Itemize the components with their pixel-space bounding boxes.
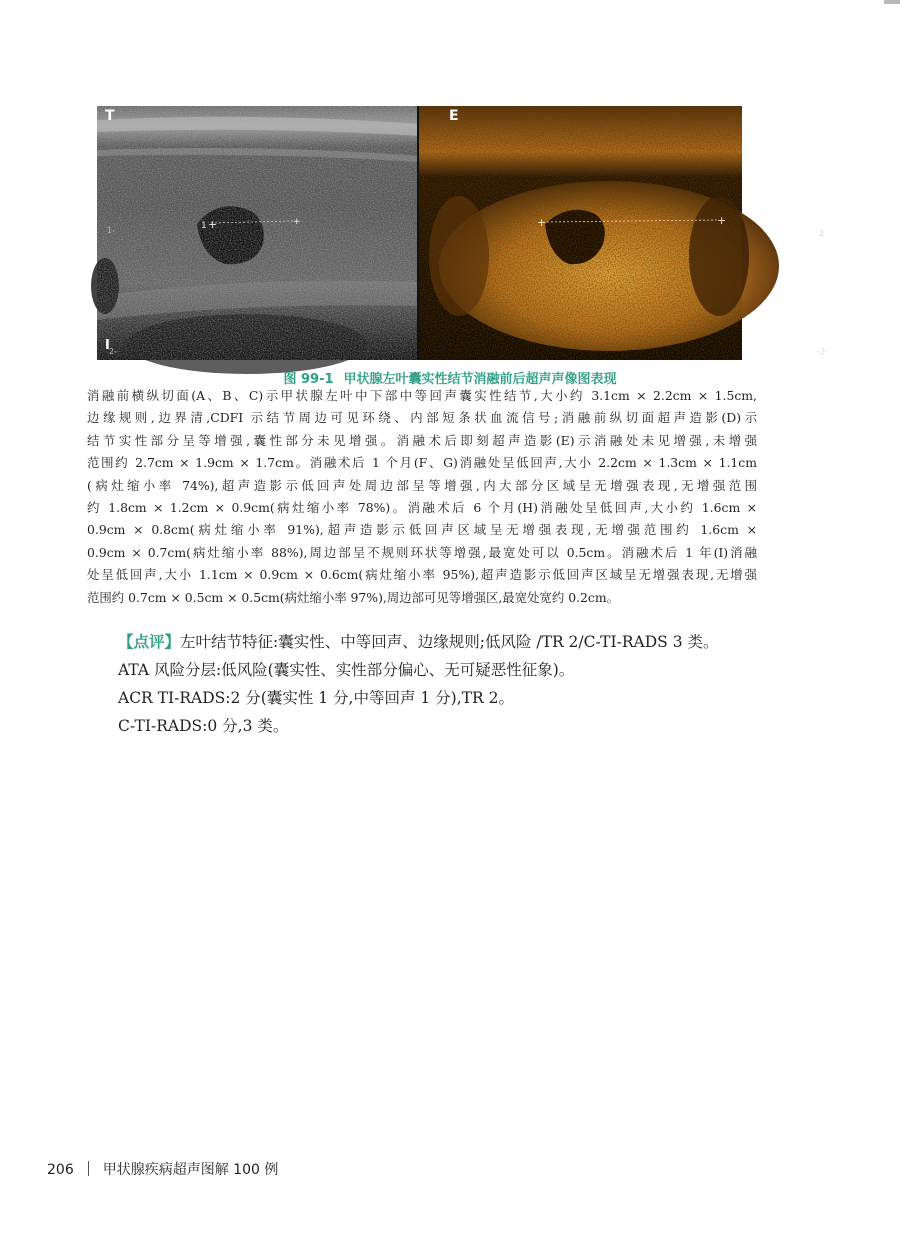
description-line: 0.9cm × 0.8cm(病灶缩小率 91%),超声造影示低回声区域呈无增强表现,无增强范围约 1.6cm × (87, 522, 757, 538)
figure-number: 图 99-1 (283, 372, 334, 387)
description-line: 0.9cm × 0.7cm(病灶缩小率 88%),周边部呈不规则环状等增强,最宽处可以 0.5cm。消融术后 1 年(I)消融 (87, 544, 757, 560)
left-panel-label: T (105, 108, 115, 124)
description-line: 结节实性部分呈等增强,囊性部分未见增强。消融术后即刻超声造影(E)示消融处未见增强,未增强 (87, 432, 757, 448)
review-section (118, 628, 798, 740)
svg-text:-2-: -2- (817, 347, 828, 356)
description-line: (病灶缩小率 74%),超声造影示低回声处周边部呈等增强,内大部分区域呈无增强表现,无增强范围 (87, 477, 757, 493)
review-line: ATA 风险分层:低风险(囊实性、实性部分偏心、无可疑恶性征象)。 (118, 661, 575, 679)
figure-title: 甲状腺左叶囊实性结节消融前后超声声像图表现 (343, 372, 617, 387)
figure-description (87, 385, 757, 609)
contrast-ultrasound-image (419, 106, 828, 360)
review-line: C-TI-RADS:0 分,3 类。 (118, 717, 289, 735)
footer-separator (88, 1161, 89, 1176)
description-line: 处呈低回声,大小 1.1cm × 0.9cm × 0.6cm(病灶缩小率 95%),超声造影示低回声区域呈无增强表现,无增强 (87, 567, 757, 583)
review-line (118, 628, 798, 656)
page-footer (47, 1159, 278, 1179)
svg-text:+: + (293, 217, 301, 227)
grayscale-ultrasound-image (97, 106, 419, 360)
review-line: ACR TI-RADS:2 分(囊实性 1 分,中等回声 1 分),TR 2。 (118, 689, 514, 707)
svg-text:+: + (717, 214, 727, 227)
review-tag: 【点评】 (118, 633, 181, 651)
review-line-1-text: 左叶结节特征:囊实性、中等回声、边缘规则;低风险 /TR 2/C-TI-RADS 3 类。 (180, 633, 719, 651)
description-line: 边缘规则,边界清,CDFI 示结节周边可见环绕、内部短条状血流信号;消融前纵切面超声造影(D)示 (87, 410, 757, 426)
description-line: 约 1.8cm × 1.2cm × 0.9cm(病灶缩小率 78%)。消融术后 6 个月(H)消融处呈低回声,大小约 1.6cm × (87, 500, 757, 516)
svg-text:2-: 2- (109, 347, 117, 356)
svg-text:+: + (208, 218, 218, 231)
bottom-left-label: I (105, 338, 110, 353)
svg-text:1: 1 (201, 221, 207, 231)
page-corner-mark (884, 0, 900, 4)
right-panel-label: E (449, 108, 459, 124)
svg-text:+: + (537, 216, 547, 229)
description-line: 范围约 0.7cm × 0.5cm × 0.5cm(病灶缩小率 97%),周边部可见等增强区,最宽处宽约 0.2cm。 (87, 589, 619, 605)
svg-text:2: 2 (819, 229, 825, 238)
description-line: 范围约 2.7cm × 1.9cm × 1.7cm。消融术后 1 个月(F、G)消融处呈低回声,大小 2.2cm × 1.3cm × 1.1cm (87, 455, 757, 471)
page-number: 206 (47, 1162, 74, 1178)
book-title: 甲状腺疾病超声图解 100 例 (102, 1162, 279, 1178)
description-line: 消融前横纵切面(A、B、C)示甲状腺左叶中下部中等回声囊实性结节,大小约 3.1cm × 2.2cm × 1.5cm, (87, 388, 757, 403)
svg-text:1-: 1- (107, 226, 115, 235)
ultrasound-figure (97, 106, 828, 360)
